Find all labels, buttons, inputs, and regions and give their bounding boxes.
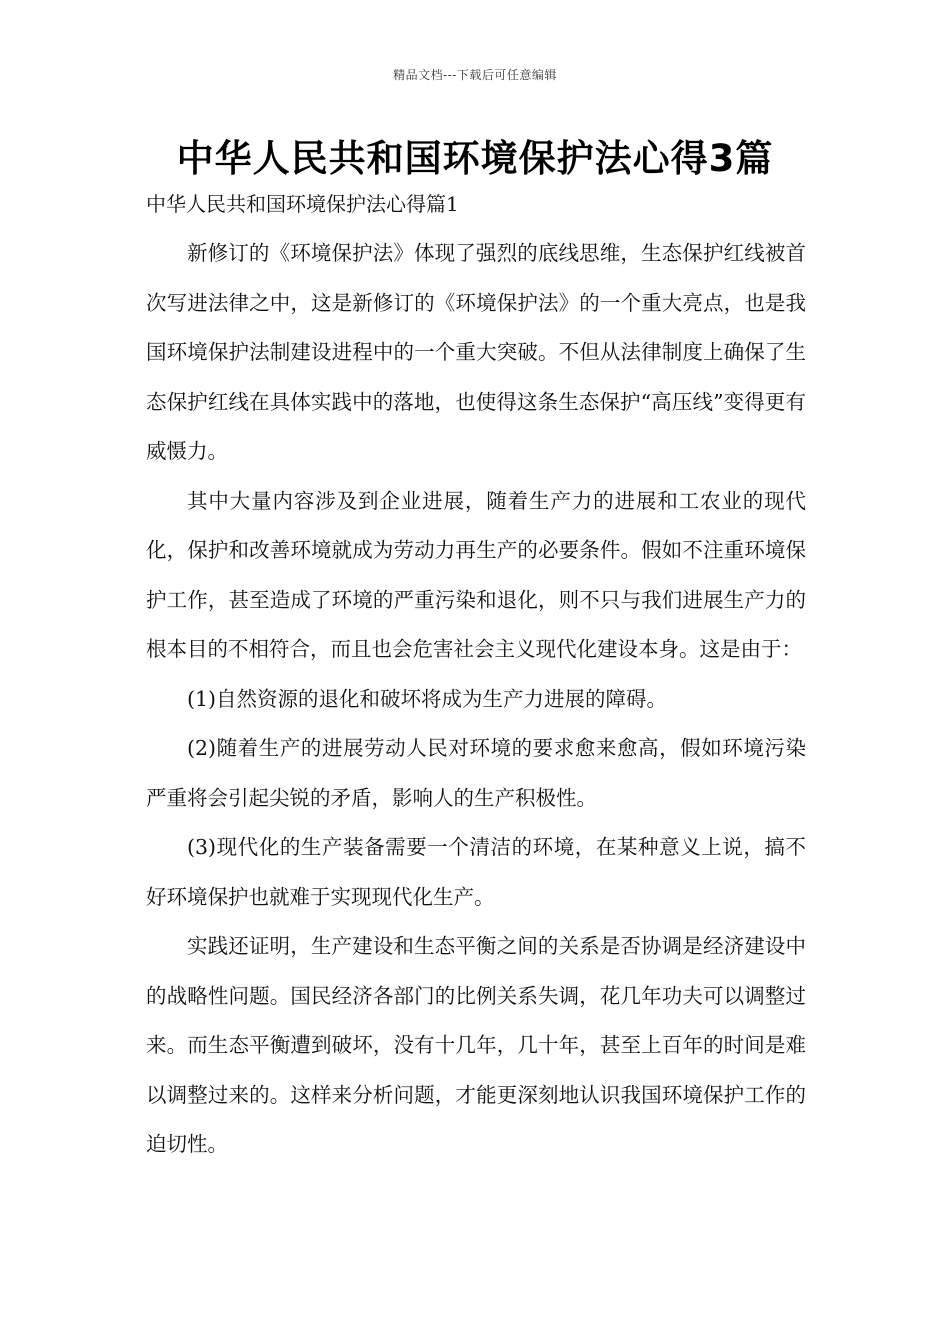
paragraph: 实践还证明，生产建设和生态平衡之间的关系是否协调是经济建设中的战略性问题。国民经济各部门的比例关系失调，花几年功夫可以调整过来。而生态平衡遭到破坏，没有十几年，几十年，甚至上百年的时间是难以调整过来的。这样来分析问题，才能更深刻地认识我国环境保护工作的迫切性。 [146, 934, 806, 1156]
paragraph: 新修订的《环境保护法》体现了强烈的底线思维，生态保护红线被首次写进法律之中，这是新修订的《环境保护法》的一个重大亮点，也是我国环境保护法制建设进程中的一个重大突破。不但从法律制度上确保了生态保护红线在具体实践中的落地，也使得这条生态保护“高压线”变得更有威慑力。 [146, 241, 806, 463]
paragraph: 其中大量内容涉及到企业进展，随着生产力的进展和工农业的现代化，保护和改善环境就成为劳动力再生产的必要条件。假如不注重环境保护工作，甚至造成了环境的严重污染和退化，则不只与我们进展生产力的根本目的不相符合，而且也会危害社会主义现代化建设本身。这是由于： [146, 488, 806, 661]
section-heading: 中华人民共和国环境保护法心得篇1 [146, 192, 459, 216]
paragraph: (3)现代化的生产装备需要一个清洁的环境，在某种意义上说，搞不好环境保护也就难于实现现代化生产。 [146, 835, 806, 909]
paragraph: (2)随着生产的进展劳动人民对环境的要求愈来愈高，假如环境污染严重将会引起尖锐的矛盾，影响人的生产积极性。 [146, 736, 806, 810]
header-note: 精品文档---下载后可任意编辑 [393, 68, 557, 82]
document-body [146, 229, 806, 1170]
paragraph: (1)自然资源的退化和破坏将成为生产力进展的障碍。 [187, 686, 668, 711]
document-title: 中华人民共和国环境保护法心得3篇 [176, 137, 774, 180]
